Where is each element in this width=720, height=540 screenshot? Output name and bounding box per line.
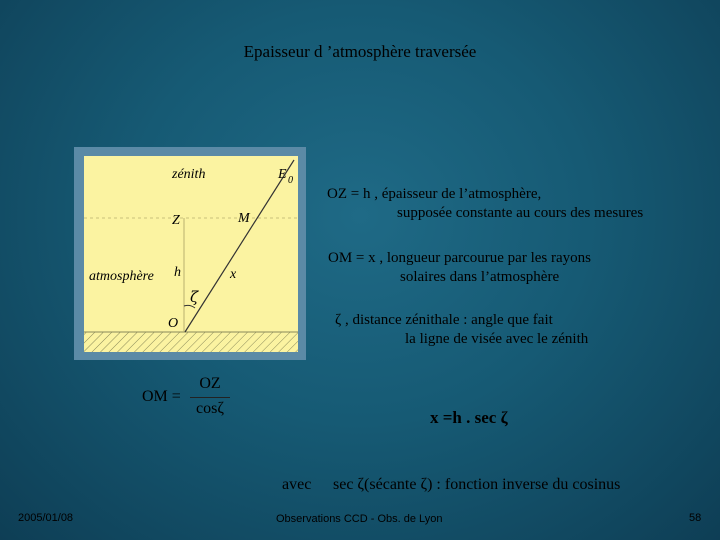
e0-subscript: 0: [288, 175, 293, 186]
o-label: O: [168, 316, 179, 331]
z-label: Z: [172, 213, 180, 228]
zeta-label: ζ: [190, 288, 199, 306]
formula-denominator: cosζ: [196, 400, 224, 417]
footer-date: 2005/01/08: [18, 512, 74, 524]
note-om: [328, 249, 591, 287]
note-om-line2: solaires dans l’atmosphère: [400, 269, 560, 285]
note-om-line1: OM = x , longueur parcourue par les rayons: [328, 250, 591, 266]
h-label: h: [174, 265, 181, 280]
m-label: M: [238, 211, 250, 226]
note-zeta-line2: la ligne de visée avec le zénith: [405, 331, 589, 347]
note-zeta-line1: ζ , distance zénithale : angle que fait: [335, 312, 553, 328]
note-oz: [327, 185, 643, 223]
slide-title: Epaisseur d ’atmosphère traversée: [243, 42, 477, 61]
note-oz-line2: supposée constante au cours des mesures: [397, 205, 644, 221]
formula-lhs: OM =: [142, 388, 181, 405]
e0-label: E: [278, 167, 287, 182]
x-label: x: [230, 267, 237, 282]
fraction-bar: [190, 397, 230, 398]
footer-page-number: 58: [689, 512, 702, 524]
note-oz-line1: OZ = h , épaisseur de l’atmosphère,: [327, 186, 542, 202]
formula-numerator: OZ: [199, 375, 221, 392]
secant-definition: sec ζ(sécante ζ) : fonction inverse du cosinus: [333, 476, 621, 493]
atmosphere-diagram: [84, 156, 298, 352]
note-zeta: [335, 311, 588, 349]
result-formula: x =h . sec ζ: [430, 408, 508, 427]
footer-center: Observations CCD - Obs. de Lyon: [276, 513, 443, 525]
atmosphere-label: atmosphère: [89, 269, 154, 284]
zenith-label: zénith: [172, 167, 206, 182]
avec-label: avec: [282, 476, 312, 493]
ground-hatch: [84, 332, 298, 352]
